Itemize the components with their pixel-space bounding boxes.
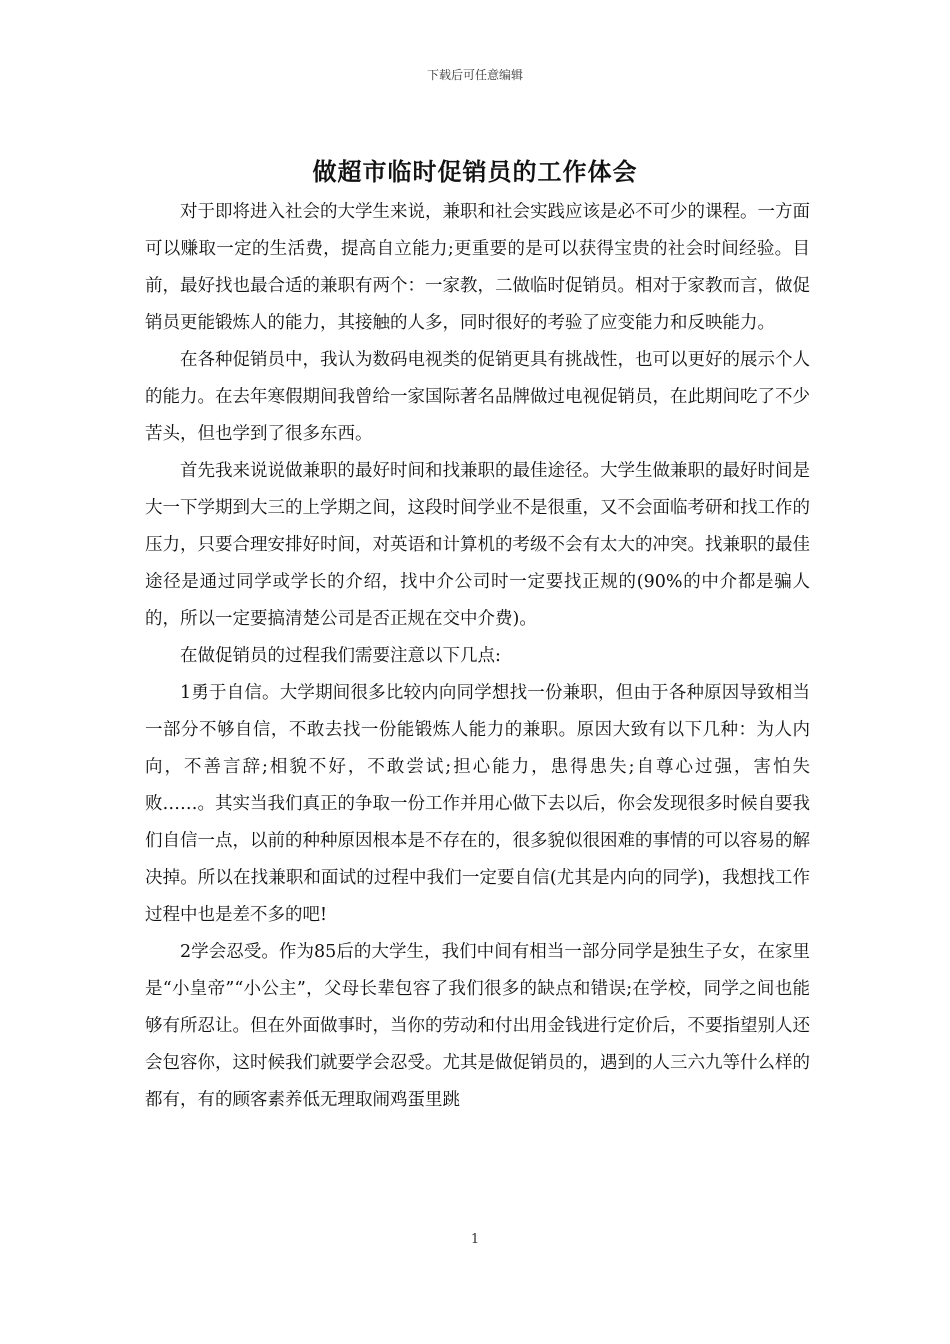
paragraph: 对于即将进入社会的大学生来说，兼职和社会实践应该是必不可少的课程。一方面可以赚取一定的生活费，提高自立能力;更重要的是可以获得宝贵的社会时间经验。目前，最好找也最合适的兼职有两个：一家教，二做临时促销员。相对于家教而言，做促销员更能锻炼人的能力，其接触的人多，同时很好的考验了应变能力和反映能力。: [145, 202, 810, 333]
paragraph: 在做促销员的过程我们需要注意以下几点:: [180, 646, 501, 666]
document-body: [145, 194, 810, 1119]
page-number: 1: [470, 1232, 480, 1247]
paragraph: 在各种促销员中，我认为数码电视类的促销更具有挑战性，也可以更好的展示个人的能力。在去年寒假期间我曾给一家国际著名品牌做过电视促销员，在此期间吃了不少苦头，但也学到了很多东西。: [145, 350, 810, 444]
paragraph: 1勇于自信。大学期间很多比较内向同学想找一份兼职，但由于各种原因导致相当一部分不够自信，不敢去找一份能锻炼人能力的兼职。原因大致有以下几种：为人内向，不善言辞;相貌不好，不敢尝试;担心能力，患得患失;自尊心过强，害怕失败……。其实当我们真正的争取一份工作并用心做下去以后，你会发现很多时候自要我们自信一点，以前的种种原因根本是不存在的，很多貌似很困难的事情的可以容易的解决掉。所以在找兼职和面试的过程中我们一定要自信(尤其是内向的同学)，我想找工作过程中也是差不多的吧!: [145, 683, 810, 925]
document-title: 做超市临时促销员的工作体会: [312, 157, 638, 186]
paragraph: 首先我来说说做兼职的最好时间和找兼职的最佳途径。大学生做兼职的最好时间是大一下学期到大三的上学期之间，这段时间学业不是很重，又不会面临考研和找工作的压力，只要合理安排好时间，对英语和计算机的考级不会有太大的冲突。找兼职的最佳途径是通过同学或学长的介绍，找中介公司时一定要找正规的(90%的中介都是骗人的，所以一定要搞清楚公司是否正规在交中介费)。: [145, 461, 810, 629]
page-header-note: 下载后可任意编辑: [426, 68, 523, 82]
paragraph: 2学会忍受。作为85后的大学生，我们中间有相当一部分同学是独生子女，在家里是“小皇帝”“小公主”，父母长辈包容了我们很多的缺点和错误;在学校，同学之间也能够有所忍让。但在外面做事时，当你的劳动和付出用金钱进行定价后，不要指望别人还会包容你，这时候我们就要学会忍受。尤其是做促销员的，遇到的人三六九等什么样的都有，有的顾客素养低无理取闹鸡蛋里跳: [145, 942, 810, 1110]
